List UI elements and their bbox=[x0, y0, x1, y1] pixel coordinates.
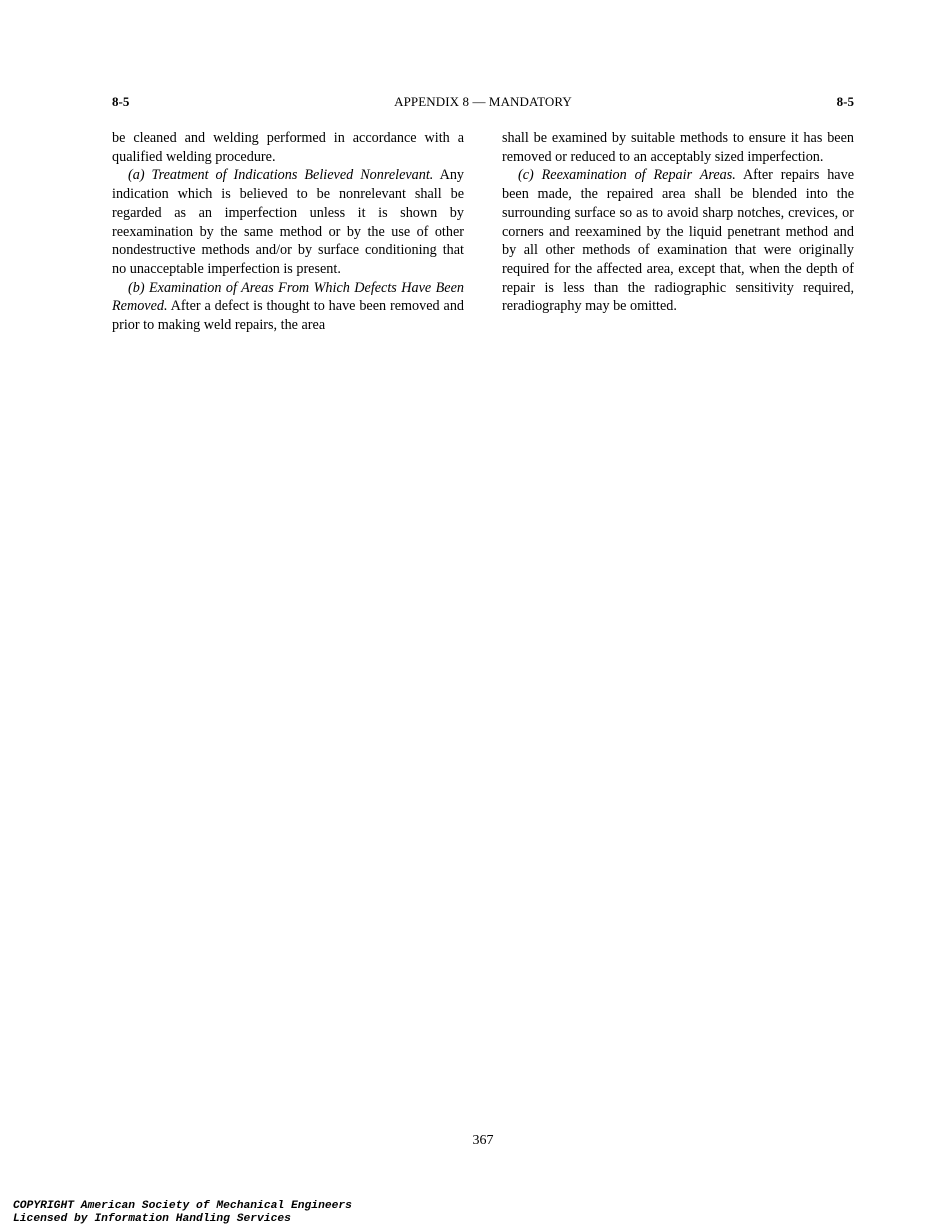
paragraph-a-text: Any indication which is believed to be nonrelevant shall be regarded as an imperfection unless it is shown by reexamination by the same method or by the use of other nondestructive methods and/or by surface conditioning that no unacceptable imperfection is present. bbox=[112, 167, 465, 277]
copyright-notice bbox=[13, 1200, 352, 1225]
paragraph-a bbox=[112, 166, 464, 278]
right-text-column bbox=[502, 129, 854, 316]
paragraph-b-heading: (b) Examination of Areas From Which Defects Have Been Removed. bbox=[112, 279, 464, 315]
paragraph-b bbox=[112, 279, 464, 335]
paragraph-text: be cleaned and welding performed in accordance with a qualified welding procedure. bbox=[112, 130, 464, 165]
paragraph-a-heading: (a) Treatment of Indications Believed Nonrelevant. bbox=[128, 167, 434, 184]
paragraph-continuation bbox=[112, 129, 464, 166]
page-number: 367 bbox=[472, 1133, 494, 1148]
left-text-column bbox=[112, 129, 464, 335]
paragraph-b-continuation bbox=[502, 129, 854, 166]
running-header bbox=[112, 94, 854, 112]
header-title: APPENDIX 8 — MANDATORY bbox=[394, 94, 572, 109]
header-section-left: 8-5 bbox=[112, 94, 130, 109]
paragraph-c-text: After repairs have been made, the repaired area shall be blended into the surrounding surface so as to avoid sharp notches, crevices, or corners and reexamined by the liquid penetrant method and by all other methods of examination that were originally required for the affected area, except that, when the depth of repair is less than the radiographic sensitivity required, reradiography may be omitted. bbox=[502, 167, 854, 315]
copyright-line: COPYRIGHT American Society of Mechanical Engineers bbox=[13, 1200, 352, 1212]
paragraph-b-text: After a defect is thought to have been removed and prior to making weld repairs, the area bbox=[112, 298, 465, 334]
header-section-right: 8-5 bbox=[836, 94, 854, 109]
paragraph-c bbox=[502, 166, 854, 316]
license-line: Licensed by Information Handling Services bbox=[13, 1212, 291, 1225]
paragraph-c-heading: (c) Reexamination of Repair Areas. bbox=[518, 167, 736, 184]
paragraph-text: shall be examined by suitable methods to ensure it has been removed or reduced to an acceptably sized imperfection. bbox=[502, 130, 854, 165]
